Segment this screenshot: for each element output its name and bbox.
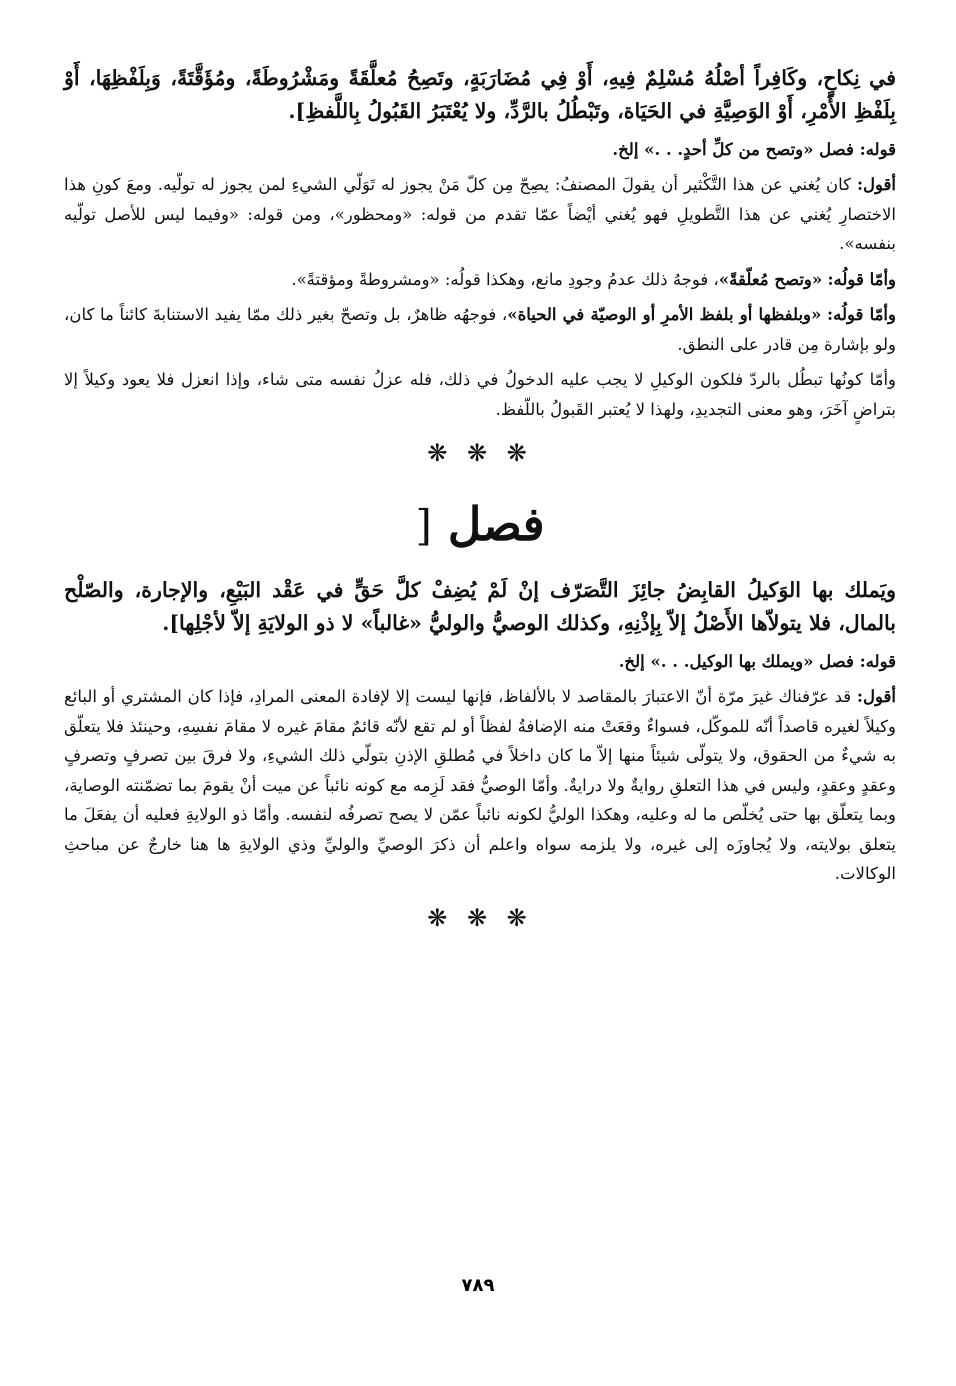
commentary-paragraph-4: وأمّا كونُها تبطُل بالردّ فلكون الوكيلِ لا يجب عليه الدخولُ في ذلك، فله عزلُ نفسه متى شاء، وإذا انعزل فلا يعود وكيلاً إلا بتراضٍ آخَرَ، وهو معنى التجديدِ، ولهذا لا يُعتبر القَبولُ باللّفظ. xyxy=(64,370,896,419)
page-content xyxy=(64,62,896,947)
qawluh-line-2: قوله: فصل «ويملك بها الوكيل. . .» إلخ. xyxy=(618,652,896,671)
aqul-label: أقول: xyxy=(856,687,896,706)
paragraph-text: ، فوجهُه ظاهرٌ، بل وتصحّ بغير ذلك ممّا يفيد الاستنابةَ كائناً ما كان، ولو بإشارة مِن قادر على النطق. xyxy=(64,305,896,354)
fasl-bracket: [ xyxy=(415,501,432,550)
commentary-paragraph-3 xyxy=(64,300,896,359)
section-divider-stars: ❋ ❋ ❋ xyxy=(427,903,533,932)
matn-text-top: في نِكاحٍ، وكَافِراً أصْلُهُ مُسْلِمٌ فِيهِ، أَوْ فِي مُضَارَبَةٍ، وتَصِحُ مُعلَّقَةً ومَشْرُوطَةً، ومُؤَقَّتَةً، وَبِلَفْظِهَا، أَوْ بِلَفْظِ الأَمْرِ، أَوْ الوَصِيَّةِ في الحَيَاة، وتَبْطُلُ بالرَّدِّ، ولا يُعْتَبَرُ القَبُولُ بِاللَّفظِ]. xyxy=(64,66,896,123)
page-number: ٧٨٩ xyxy=(461,1275,495,1296)
fasl-heading-text: فصل xyxy=(447,497,545,551)
aqul-paragraph-1 xyxy=(64,170,896,259)
paragraph-text: ، فوجهُ ذلك عدمُ وجودِ مانع، وهكذا قولُه: «ومشروطةً ومؤقتةً». xyxy=(291,269,719,289)
aqul-text: كان يُغني عن هذا التَّكْثير أن يقولَ المصنفُ: يصِحّ مِن كلّ مَنْ يجوز له تَوَلّي الشيءِ لمن يجوز له تولّيه. ومعَ كونِ هذا الاختصارِ يُغني عن هذا التَّطويلِ فهو يُغني أيْضاً عمّا تقدم من قوله: «ومحظور»، ومن قوله: «وفيما ليس للأصل تولّيه بنفسه». xyxy=(64,175,896,253)
paragraph-quote: «وبلفظها أو بلفظ الأمرِ أو الوصيّة في الحياة» xyxy=(507,305,822,324)
paragraph-quote: «وتصح مُعلّقةً» xyxy=(718,269,823,289)
qawluh-line-1: قوله: فصل «وتصح من كلِّ أحدٍ. . .» إلخ. xyxy=(612,140,896,159)
aqul-paragraph-2 xyxy=(64,682,896,889)
aqul-text: قد عرّفناك غيرَ مرّة أنّ الاعتبارَ بالمقاصد لا بالألفاظ، فإنها ليست إلا لإفادة المعنى المرادِ، فإذا كان المشتري أو البائع وكيلاً لغيره قاصداً أنّه للموكّل، فسواءٌ وقعَتْ منه الإضافةُ لفظاً أو لم تقع لأنّه قائمٌ مقامَ غيره لا مقامَ نفسِهِ، وحينئذ فلا يتعلّق به شيءٌ من الحقوق، ولا يتولّى شيئاً منها إلاّ ما كان داخلاً في مُطلقِ الإذنِ بتولّي ذلك الشيءِ، ولا فرقَ بين تصرفٍ وتصرفٍ وعقدٍ وعقدٍ، وليس في هذا التعلقِ روايةٌ ولا درايةٌ. وأمّا الوصيُّ فقد لَزِمه مع كونه نائباً عن ميت أنْ يقومَ بما تضمّنته الوصاية، وبما يتعلّق بها حتى يُخلّص ما له وعليه، وهكذا الوليُّ لكونه نائباً عمّن لا يصح تصرفُه لنفسه. وأمّا ذو الولايةِ فعليه أن يفعَلَ ما يتعلق بولايته، ولا يُجاوزَه إلى غيره، ولا يلزمه سواه واعلم أن ذكرَ الوصيِّ والوليِّ وذي الولايةِ ها هنا خارجٌ عن مباحثِ الوكالات. xyxy=(64,687,896,883)
commentary-paragraph-2 xyxy=(64,265,896,295)
fasl-heading xyxy=(64,484,896,566)
aqul-label: أقول: xyxy=(856,175,897,194)
paragraph-label: وأمّا قولُه: xyxy=(827,305,896,324)
section-divider-stars: ❋ ❋ ❋ xyxy=(427,439,533,467)
matn-text-fasl: ويَملك بها الوَكيلُ القابِضُ جائِزَ التَّصَرّف إنْ لَمْ يُضِفْ كلَّ حَقٍّ في عَقْد البَيْعِ، والإجارة، والصّلْح بالمال، فلا يتولاّها الأَصْلُ إلاّ بِإذْنِهِ، وكذلك الوصيُّ والوليُّ «غالباً» لا ذو الولايَةِ إلاّ لأجْلِها]. xyxy=(64,578,896,635)
paragraph-label: وأمّا قولُه: xyxy=(827,269,896,289)
